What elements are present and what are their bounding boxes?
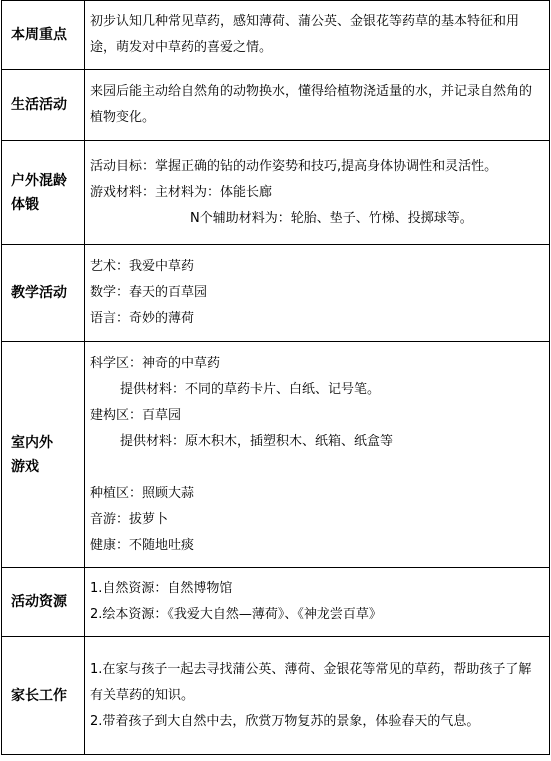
row-parent-work [2, 637, 550, 755]
content-life-activity [85, 70, 550, 141]
label-teaching-activity [2, 245, 85, 342]
content-parent-work [85, 637, 550, 755]
label-outdoor-exercise [2, 141, 85, 245]
row-teaching-activity [2, 245, 550, 342]
row-activity-resources [2, 568, 550, 637]
life-activity-text: 来园后能主动给自然角的动物换水，懂得给植物浇适量的水，并记录自然角的植物变化。 [90, 84, 533, 125]
label-weekly-focus-text: 本周重点 [11, 27, 67, 43]
spacer-line [90, 455, 543, 481]
construction-area: 建构区：百草园 [90, 407, 182, 423]
content-resources [85, 568, 550, 637]
parent-work-item2: 2.带着孩子到大自然中去，欣赏万物复苏的景象，体验春天的气息。 [90, 713, 480, 729]
health-item: 健康：不随地吐痰 [90, 537, 195, 553]
outdoor-main-materials: 游戏材料：主材料为：体能长廊 [90, 184, 273, 200]
row-weekly-focus [2, 1, 550, 70]
outdoor-goal-text: 活动目标：掌握正确的钻的动作姿势和技巧,提高身体协调性和灵活性。 [90, 158, 498, 174]
parent-work-item1: 1.在家与孩子一起去寻找蒲公英、薄荷、金银花等常见的草药，帮助孩子了解有关草药的知识。 [90, 661, 532, 703]
label-outdoor-line2: 体锻 [11, 196, 39, 213]
resource-picture-book: 2.绘本资源：《我爱大自然—薄荷》、《神龙尝百草》 [90, 607, 382, 622]
teaching-item-art: 艺术：我爱中草药 [90, 259, 195, 274]
teaching-item-math: 数学：春天的百草园 [90, 285, 208, 300]
science-area: 科学区：神奇的中草药 [90, 355, 221, 371]
row-outdoor-exercise [2, 141, 550, 245]
content-weekly-focus [85, 1, 550, 70]
label-resources [2, 568, 85, 637]
weekly-focus-text: 初步认知几种常见草药，感知薄荷、蒲公英、金银花等药草的基本特征和用途，萌发对中草药的喜爱之情。 [90, 14, 520, 55]
label-resources-text: 活动资源 [11, 594, 67, 610]
outdoor-aux-materials: N个辅助材料为：轮胎、垫子、竹梯、投掷球等。 [190, 210, 473, 226]
music-game: 音游：拔萝卜 [90, 511, 169, 527]
label-parent-work [2, 637, 85, 755]
label-teaching-text: 教学活动 [11, 285, 67, 301]
teaching-item-language: 语言：奇妙的薄荷 [90, 311, 195, 326]
resource-natural: 1.自然资源：自然博物馆 [90, 581, 233, 596]
label-life-activity-text: 生活活动 [11, 97, 67, 113]
label-games-line2: 游戏 [11, 458, 39, 475]
content-outdoor-exercise [85, 141, 550, 245]
planting-area: 种植区：照顾大蒜 [90, 485, 195, 501]
row-indoor-outdoor-games [2, 342, 550, 568]
label-parent-work-text: 家长工作 [11, 687, 67, 704]
weekly-plan-table [1, 0, 550, 755]
label-weekly-focus [2, 1, 85, 70]
label-games [2, 342, 85, 568]
science-materials: 提供材料：不同的草药卡片、白纸、记号笔。 [120, 381, 381, 397]
label-games-line1: 室内外 [11, 434, 53, 451]
construction-materials: 提供材料：原木积木，插塑积木、纸箱、纸盒等 [120, 433, 394, 449]
label-outdoor-line1: 户外混龄 [11, 172, 67, 189]
label-life-activity [2, 70, 85, 141]
content-teaching-activity [85, 245, 550, 342]
row-life-activity [2, 70, 550, 141]
content-games [85, 342, 550, 568]
